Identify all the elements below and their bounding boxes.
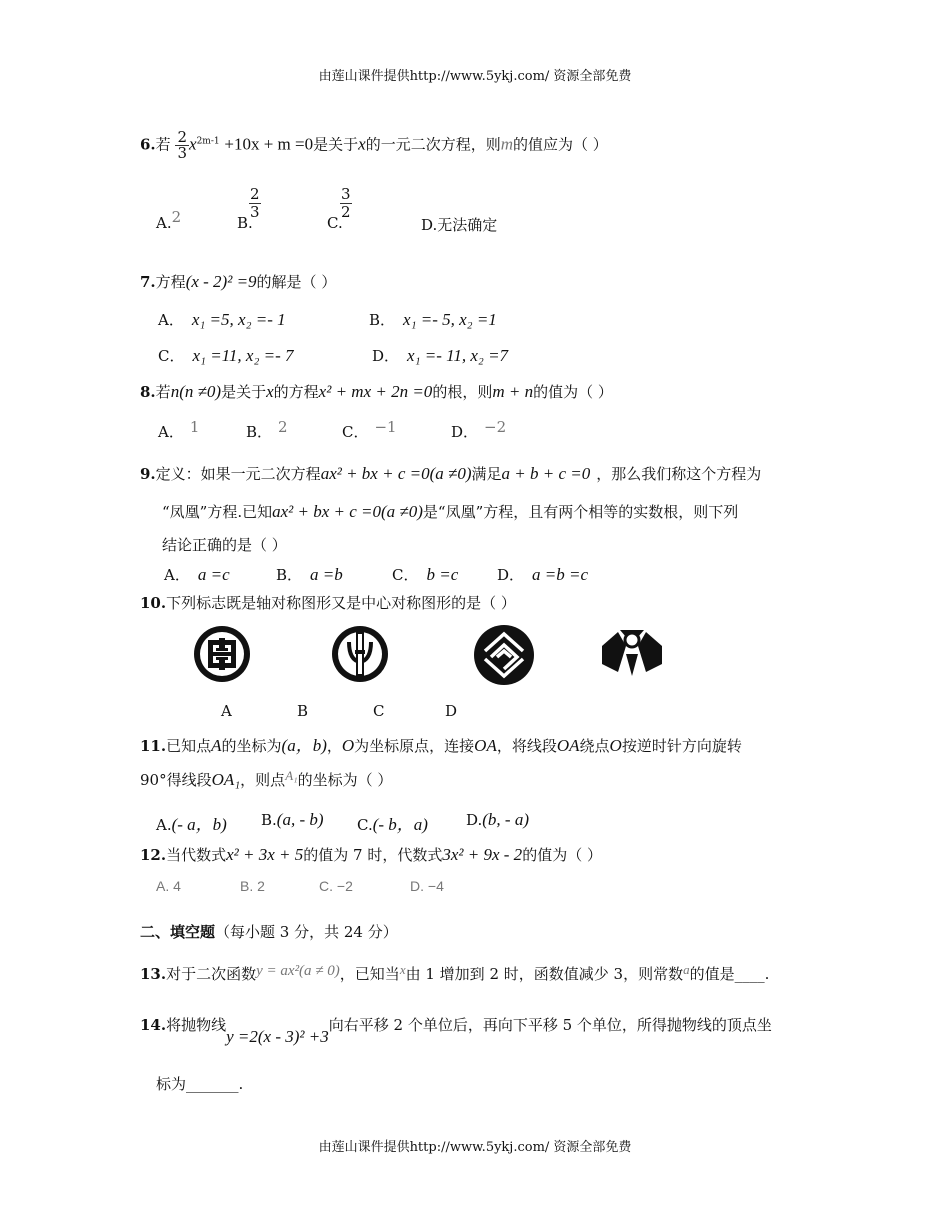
rural-bank-logo-icon[interactable] — [598, 624, 666, 680]
text: 对于二次函数 — [166, 965, 257, 983]
math-expr: x² + mx + 2n =0 — [318, 382, 433, 401]
logo-label-c: C — [373, 702, 385, 720]
math-expr: ax² + bx + c =0(a ≠0) — [272, 502, 423, 521]
text: 向右平移 2 个单位后，再向下平移 5 个单位，所得抛物线的顶点坐 — [328, 1016, 772, 1034]
china-mobile-logo-icon[interactable] — [473, 624, 535, 686]
text: 绕点 — [579, 737, 610, 755]
question-number: 11. — [140, 737, 167, 755]
question-9-line-2 — [162, 501, 738, 522]
option-value: −2 — [484, 418, 507, 436]
text: ，已知当 — [339, 965, 400, 983]
variable: A — [211, 736, 222, 755]
option-label: C. — [357, 816, 373, 834]
section-note: （每小题 3 分，共 24 分） — [215, 923, 398, 941]
question-11-line-1 — [140, 731, 742, 756]
fraction — [175, 130, 189, 161]
variable: O — [341, 736, 355, 755]
option-b[interactable] — [261, 810, 324, 830]
option-value: a =c — [197, 565, 230, 584]
denominator: 2 — [341, 202, 351, 221]
text: 方程 — [155, 273, 186, 291]
question-number: 7. — [140, 273, 156, 291]
question-13 — [140, 963, 769, 984]
math-expr: n(n ≠0) — [170, 382, 222, 401]
option-label: A． — [164, 566, 190, 584]
exponent: 2m-1 — [196, 136, 220, 147]
option-label: B． — [276, 566, 303, 584]
text: 的值为 7 时，代数式 — [303, 846, 443, 864]
variable: x — [399, 962, 406, 977]
option-a[interactable] — [156, 208, 182, 232]
variable: x — [358, 134, 366, 154]
option-value: x₁ =- 11, x₂ =7 — [407, 346, 509, 365]
option-value: (a, - b) — [276, 810, 324, 829]
option-value: x₁ =- 5, x₂ =1 — [403, 310, 497, 329]
question-number: 9. — [140, 465, 156, 483]
question-6 — [140, 130, 608, 161]
question-8 — [140, 381, 613, 402]
text: 的坐标为 — [221, 737, 282, 755]
abc-logo-icon[interactable] — [330, 624, 390, 684]
numerator: 3 — [341, 185, 351, 203]
variable: a — [683, 962, 690, 977]
text: 是关于 — [313, 135, 359, 154]
option-value: a =b — [310, 565, 343, 584]
question-10 — [140, 592, 516, 613]
variable: OA — [556, 736, 580, 755]
question-number: 13. — [140, 965, 167, 983]
option-b-fraction — [249, 186, 261, 220]
option-value: (- b，a) — [372, 815, 428, 834]
option-label: A． — [158, 311, 184, 329]
question-number: 14. — [140, 1016, 167, 1034]
text: 90°得线段 — [140, 771, 212, 789]
answer-blank[interactable]: ____. — [734, 965, 770, 983]
text: 的值为（ ） — [522, 846, 602, 864]
option-b[interactable] — [369, 309, 497, 330]
page-footer: 由莲山课件提供http://www.5ykj.com/ 资源全部免费 — [318, 1140, 632, 1155]
option-value: a =b =c — [532, 565, 589, 584]
text: 的值是 — [689, 965, 735, 983]
math-expr: 3x² + 9x - 2 — [442, 845, 523, 864]
text: 的一元二次方程，则 — [365, 135, 501, 154]
option-a[interactable] — [158, 418, 200, 442]
text: 若 — [155, 135, 171, 154]
section-2-heading — [140, 921, 398, 942]
option-label: C． — [158, 347, 185, 365]
option-label: D． — [497, 566, 525, 584]
text: 已知点 — [166, 737, 212, 755]
math-expr: a + b + c =0 — [501, 464, 591, 483]
option-a[interactable] — [164, 564, 230, 585]
text: 由 1 增加到 2 时，函数值减少 3，则常数 — [405, 965, 684, 983]
text: 定义：如果一元二次方程 — [155, 465, 321, 483]
option-d[interactable]: D. −4 — [410, 878, 444, 894]
option-label: B. — [237, 214, 253, 232]
page-header: 由莲山课件提供http://www.5ykj.com/ 资源全部免费 — [318, 69, 632, 84]
option-label: D． — [451, 423, 479, 441]
question-12 — [140, 844, 602, 865]
icbc-logo-icon[interactable] — [192, 624, 252, 684]
option-value: x₁ =11, x₂ =- 7 — [192, 346, 294, 365]
math-expr: (a，b) — [281, 736, 327, 755]
denominator: 3 — [250, 202, 260, 221]
text: 的值应为（ ） — [512, 135, 608, 154]
option-c-fraction — [340, 186, 352, 220]
math-expr: x — [189, 134, 197, 154]
option-value: 2 — [171, 208, 182, 226]
math-expr: m + n — [492, 382, 534, 401]
option-c[interactable] — [392, 564, 458, 585]
denominator: 3 — [177, 144, 188, 162]
text: 若 — [155, 383, 171, 401]
math-expr: ax² + bx + c =0(a ≠0) — [320, 464, 472, 483]
text: ，那么我们称这个方程为 — [596, 465, 762, 483]
variable: A₁ — [285, 768, 298, 783]
text: 下列标志既是轴对称图形又是中心对称图形的是（ ） — [166, 594, 516, 612]
text: 的根，则 — [432, 383, 493, 401]
text: 将抛物线 — [166, 1016, 227, 1034]
option-c[interactable] — [357, 810, 428, 835]
question-7 — [140, 271, 336, 292]
option-label: C. — [327, 214, 343, 232]
question-number: 12. — [140, 846, 167, 864]
text: 是“凤凰”方程，且有两个相等的实数根，则下列 — [422, 503, 739, 521]
variable: O — [609, 736, 622, 755]
option-label: C． — [392, 566, 419, 584]
option-b[interactable] — [246, 418, 288, 442]
logo-label-d: D — [445, 702, 458, 720]
option-d[interactable] — [451, 418, 507, 442]
option-label: D. — [466, 811, 483, 829]
text: ， — [326, 737, 342, 755]
option-value: (b, - a) — [482, 810, 529, 829]
option-d[interactable] — [497, 564, 588, 585]
option-b[interactable]: B. 2 — [240, 878, 265, 894]
question-number: 8. — [140, 383, 156, 401]
variable: x — [266, 382, 274, 401]
text: ，将线段 — [496, 737, 557, 755]
option-b[interactable] — [276, 564, 343, 585]
numerator: 2 — [177, 128, 188, 146]
option-value: −1 — [374, 418, 397, 436]
question-number: 10. — [140, 594, 167, 612]
option-label: A. — [156, 214, 172, 232]
option-c[interactable] — [158, 345, 294, 366]
variable: OA — [474, 736, 497, 755]
question-9-line-3: 结论正确的是（ ） — [162, 536, 287, 554]
text: “凤凰”方程.已知 — [162, 503, 273, 521]
logo-label-a: A — [221, 702, 232, 720]
option-d[interactable] — [466, 810, 529, 830]
text: 按逆时针方向旋转 — [621, 737, 742, 755]
text: 满足 — [471, 465, 502, 483]
option-value: (- a，b) — [171, 815, 227, 834]
text: 为坐标原点，连接 — [354, 737, 475, 755]
option-value: 2 — [278, 418, 288, 436]
text: 的坐标为（ ） — [297, 771, 393, 789]
math-expr: y =2(x - 3)² +3 — [226, 1027, 329, 1046]
text: 的值为（ ） — [533, 383, 613, 401]
option-label: D． — [372, 347, 400, 365]
question-number: 6. — [140, 135, 156, 154]
option-a[interactable] — [158, 309, 286, 330]
question-14 — [140, 1014, 772, 1046]
variable: m — [500, 134, 513, 154]
text: 的方程 — [273, 383, 319, 401]
option-label: C． — [342, 423, 369, 441]
question-14-line-2[interactable]: 标为_______. — [156, 1075, 244, 1093]
option-label: A. — [156, 816, 172, 834]
math-expr: (x - 2)² =9 — [185, 272, 257, 291]
option-value: x₁ =5, x₂ =- 1 — [191, 310, 286, 329]
option-label: B. — [261, 811, 277, 829]
variable: OA₁ — [211, 770, 241, 789]
option-a[interactable] — [156, 810, 227, 835]
question-11-line-2 — [140, 769, 392, 790]
option-label: B． — [246, 423, 273, 441]
option-value: 1 — [189, 418, 200, 436]
text: ，则点 — [240, 771, 286, 789]
question-9-line-1 — [140, 463, 761, 484]
option-label: B． — [369, 311, 396, 329]
text: 是关于 — [221, 383, 267, 401]
text: 的解是（ ） — [256, 273, 337, 291]
option-d[interactable]: D.无法确定 — [421, 216, 498, 234]
math-expr: x² + 3x + 5 — [226, 845, 304, 864]
numerator: 2 — [250, 185, 260, 203]
option-c[interactable]: C. −2 — [319, 878, 353, 894]
text: 当代数式 — [166, 846, 227, 864]
section-title: 二、填空题 — [140, 923, 216, 941]
math-expr: y = ax²(a ≠ 0) — [256, 963, 340, 979]
option-value: b =c — [426, 565, 459, 584]
math-expr: +10x + m =0 — [224, 134, 314, 154]
option-d[interactable] — [372, 345, 508, 366]
logo-label-b: B — [297, 702, 309, 720]
option-c[interactable] — [342, 418, 397, 442]
option-a[interactable]: A. 4 — [156, 878, 181, 894]
option-label: A． — [158, 423, 184, 441]
